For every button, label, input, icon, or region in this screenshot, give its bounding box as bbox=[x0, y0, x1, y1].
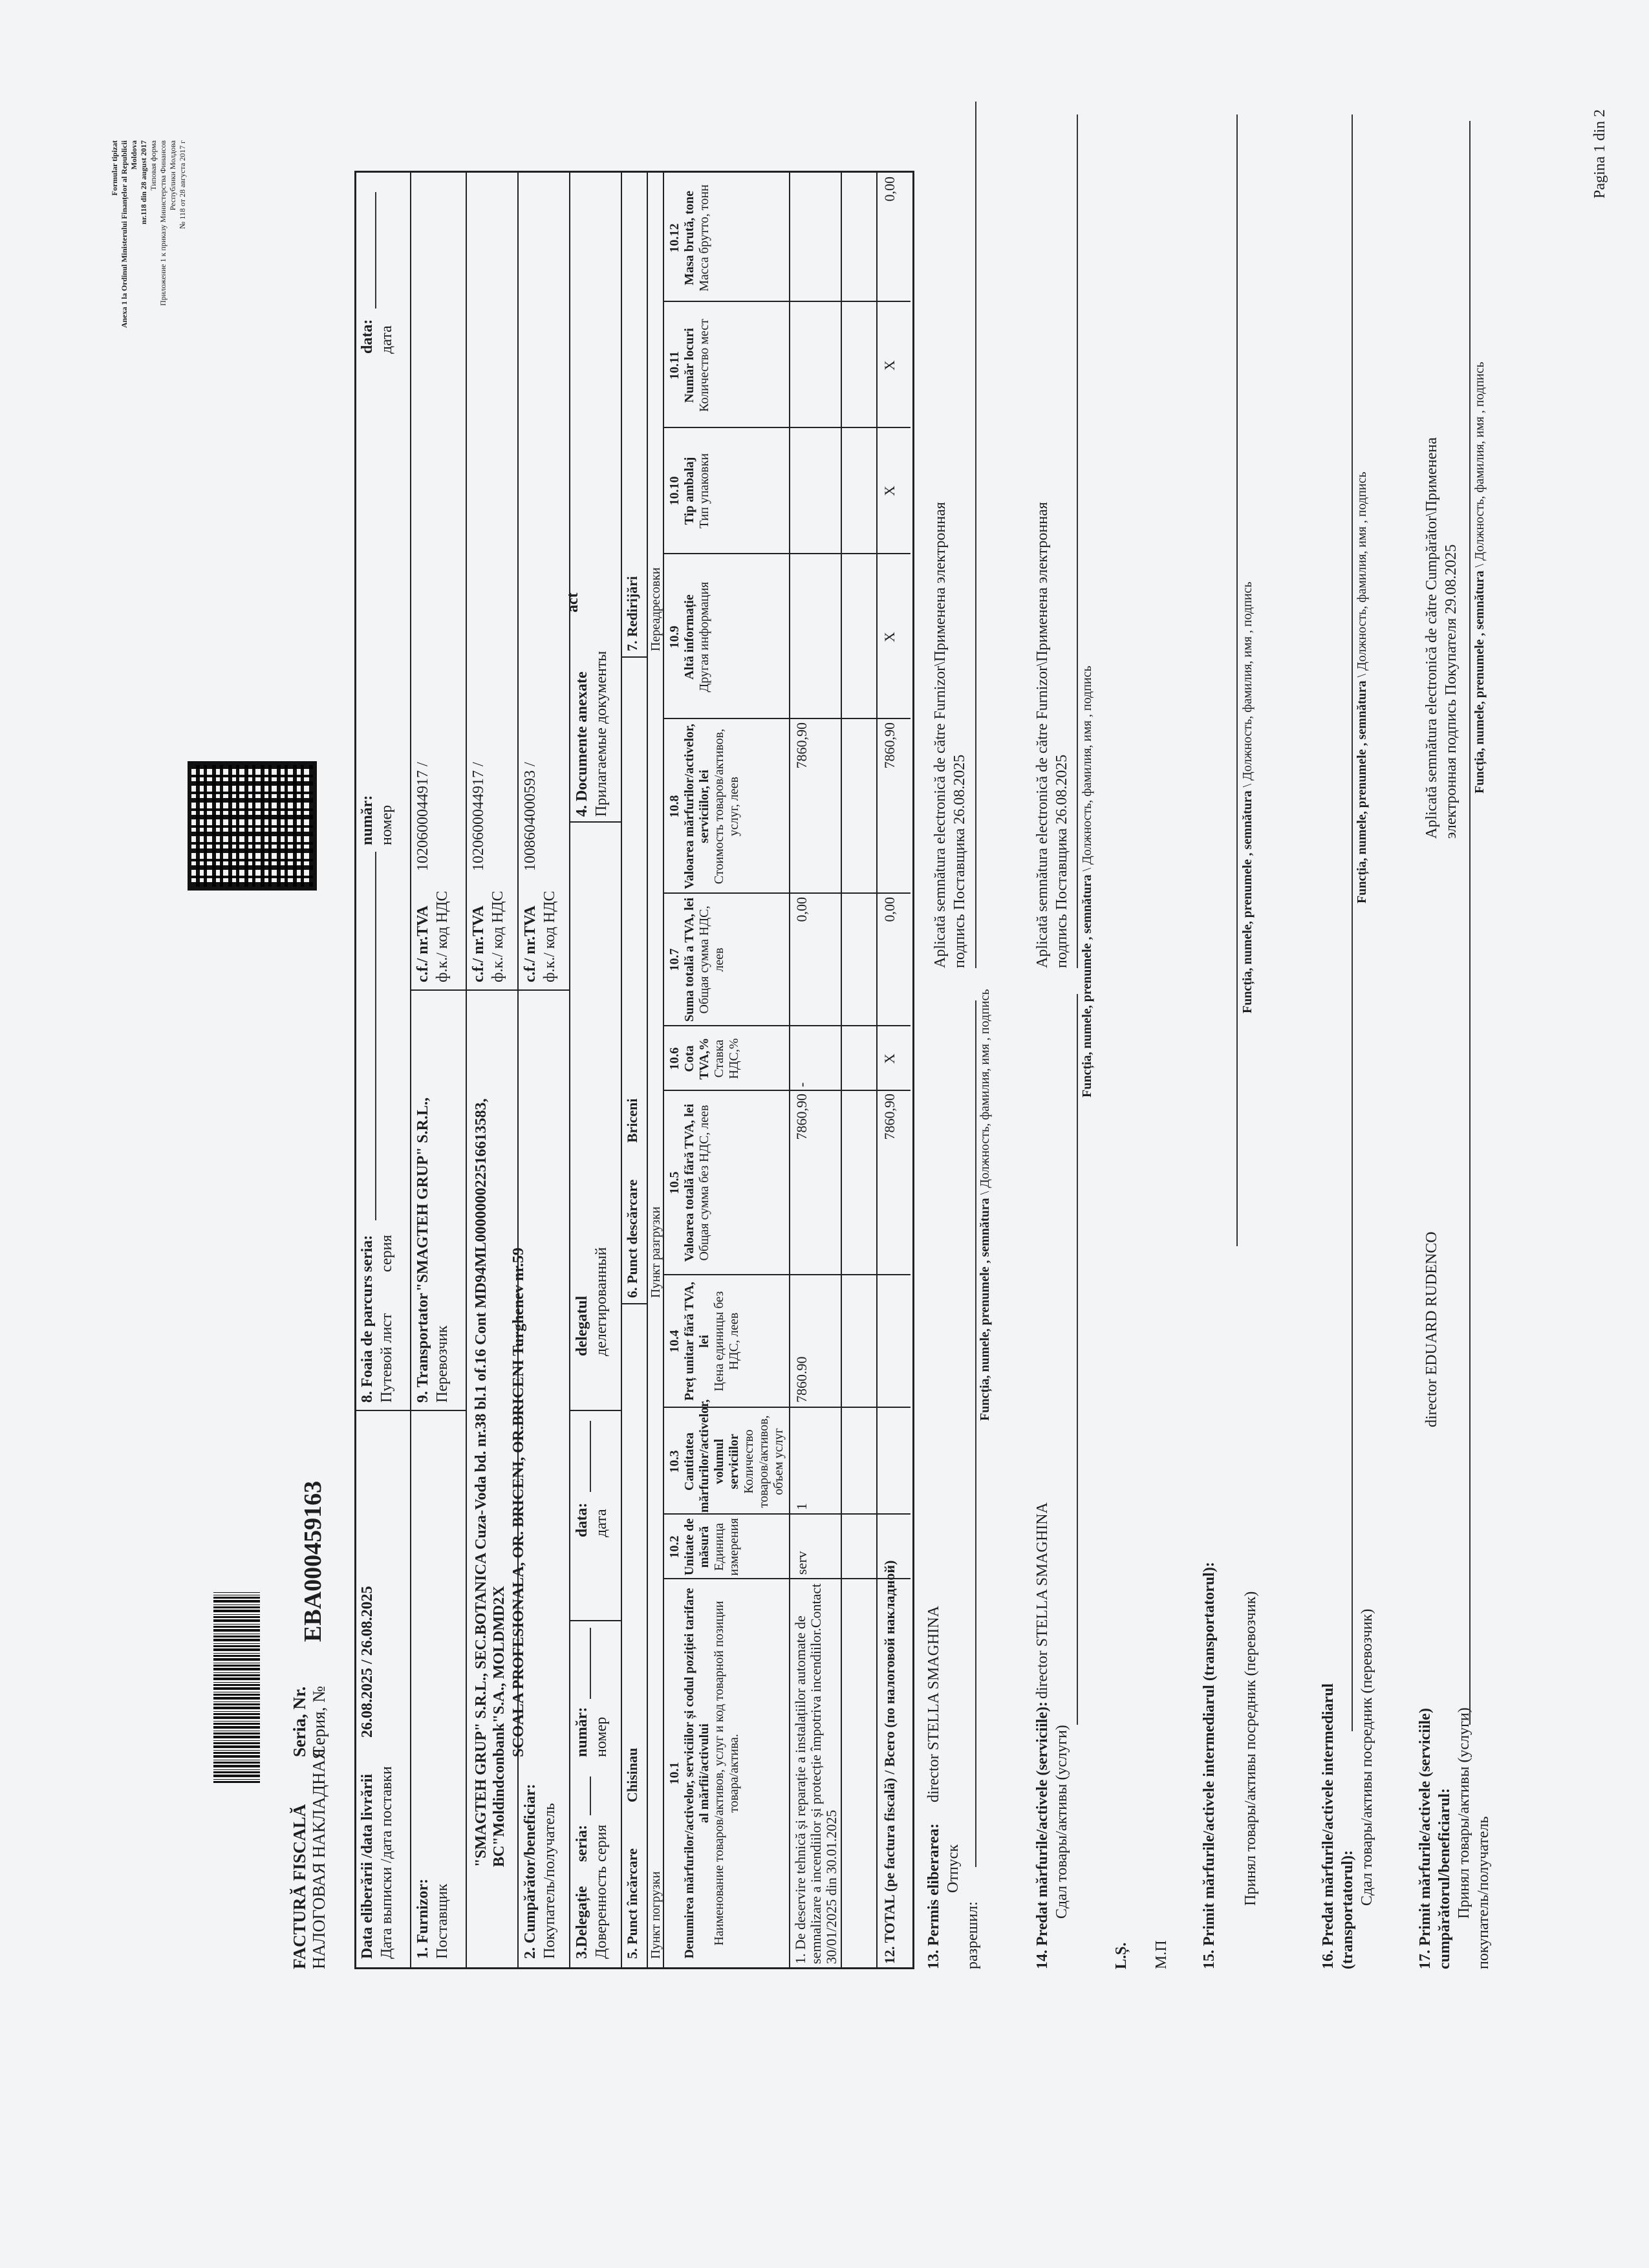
total-other: X bbox=[881, 632, 898, 642]
esig-supplier-ro: Aplicată semnătura electronică de către Furnizor\Применена электронная bbox=[932, 502, 949, 968]
s16-ru: Сдал товары/активы посредник (перевозчик) bbox=[1359, 1608, 1375, 1906]
delegation-label-ru: Доверенность bbox=[593, 1866, 610, 1959]
unloading-value: Briceni bbox=[624, 1098, 640, 1143]
s15-caption: Funcția, numele, prenumele , semnătura \ Должность, фамилия, имя , подпись bbox=[1240, 581, 1255, 1013]
supplier-label-ro: 1. Furnizor: bbox=[415, 1879, 431, 1959]
buyer-vat-label-ru: ф.к./ код НДС bbox=[541, 891, 558, 982]
data-label-ru: дата bbox=[378, 325, 395, 354]
col-header-10-9: 10.9 Altă informație Другая информация bbox=[667, 581, 711, 693]
item-unit-price: 7860.90 bbox=[793, 1356, 810, 1403]
col-header-10-4: 10.4 Preț unitar fără TVA, lei Цена единицы без НДС, леев bbox=[667, 1281, 741, 1401]
supplier-vat-value: 1020600044917 / bbox=[470, 762, 487, 871]
col-header-10-11: 10.11 Număr locuri Количество мест bbox=[667, 319, 711, 412]
delegation-data-ro: data: bbox=[574, 1502, 590, 1537]
s14-value: director STELLA SMAGHINA bbox=[1034, 1502, 1051, 1699]
col-header-10-6: 10.6 Cota TVA,% Ставка НДС,% bbox=[667, 1037, 741, 1080]
total-vat-rate: X bbox=[881, 1053, 898, 1064]
barcode bbox=[213, 1592, 260, 1783]
col-header-10-7: 10.7 Suma totală a TVA, lei Общая сумма НДС, леев bbox=[667, 897, 726, 1022]
buyer-vat-label-ro: c.f./ nr.TVA bbox=[522, 905, 539, 982]
transporter-label-ro: 9. Transportator bbox=[415, 1293, 431, 1403]
s13-value: director STELLA SMAGHINA bbox=[925, 1606, 942, 1802]
numar-label-ru: номер bbox=[378, 805, 395, 845]
waybill-label-ru: Путевой лист bbox=[378, 1313, 395, 1403]
annex-docs-value: act bbox=[565, 592, 581, 612]
delegation-seria-ro: seria: bbox=[574, 1824, 590, 1862]
col-header-10-8: 10.8 Valoarea mărfurilor/activelor, serviciilor, lei Стоимость товаров/активов, услуг, леев bbox=[667, 724, 741, 889]
supplier-vat-label-ru: ф.к./ код НДС bbox=[490, 891, 506, 982]
s13-ru-b: разрешил: bbox=[964, 1901, 981, 1969]
buyer-value: SCOALA PROFESIONALA, OR. BRICENI, OR.BRICENI Turghenev nr.59 bbox=[510, 1247, 527, 1757]
series-number: EBA000459163 bbox=[299, 1480, 327, 1642]
col-header-10-3: 10.3 Cantitatea mărfurilor/activelor, volumul serviciilor Количество товаров/активов, объем услуг bbox=[667, 1399, 786, 1513]
s17-value: director EDUARD RUDENCO bbox=[1423, 1231, 1440, 1427]
item-total-no-vat: 7860,90 bbox=[793, 1094, 810, 1140]
loading-value: Chisinau bbox=[624, 1747, 640, 1802]
date-value: 26.08.2025 / 26.08.2025 bbox=[359, 1586, 376, 1738]
buyer-label-ro: 2. Cumpărător/beneficiar: bbox=[522, 1784, 539, 1959]
annex-docs-label-ro: 4. Documente anexate bbox=[574, 671, 590, 817]
s14-caption: Funcția, numele, prenumele , semnătura \ Должность, фамилия, имя , подпись bbox=[1080, 665, 1094, 1097]
s16-label-b: (transportatorul): bbox=[1339, 1850, 1356, 1969]
series-label-ru: Серия, № bbox=[309, 1686, 329, 1757]
numar-label-ro: număr: bbox=[359, 795, 376, 845]
transporter-value: "SMAGTEH GRUP" S.R.L., bbox=[415, 1097, 431, 1291]
seria-label-ro: seria: bbox=[359, 1235, 376, 1272]
annex-block: Formular tipizat Anexa 1 la Ordinul Ministerului Finanțelor al Republicii Moldova nr.118 din 28 august 2017 Типовая форма Приложение 1 к приказу Министерства Финансов Республики Молдова № 118 от 28 августа 2017 г bbox=[110, 140, 187, 329]
delegat-ru: делегированный bbox=[593, 1247, 610, 1356]
delegation-label-ro: 3.Delegație bbox=[574, 1886, 590, 1959]
s16-caption: Funcția, numele, prenumele , semnătura \ Должность, фамилия, имя , подпись bbox=[1355, 471, 1369, 903]
col-header-10-2: 10.2 Unitate de măsură Единица измерения bbox=[667, 1518, 741, 1576]
readdress-label-ru: Переадресовки bbox=[649, 567, 663, 651]
total-packaging: X bbox=[881, 486, 898, 496]
transporter-label-ru: Перевозчик bbox=[434, 1325, 451, 1403]
seria-label-ru: серия bbox=[378, 1235, 395, 1272]
item-vat-sum: 0,00 bbox=[793, 897, 810, 922]
s17-caption: Funcția, numele, prenumele , semnătura \ Должность, фамилия, имя , подпись bbox=[1472, 362, 1487, 794]
s17-label-b: cumpărătorul/beneficiarul: bbox=[1436, 1788, 1453, 1969]
s14-ru: Сдал товары/активы (услуги) bbox=[1053, 1725, 1070, 1919]
s16-label-a: 16. Predat mărfurile/activele intermediarul bbox=[1320, 1683, 1337, 1969]
col-header-10-10: 10.10 Tip ambalaj Тип упаковки bbox=[667, 453, 711, 529]
unloading-label-ro: 6. Punct descărcare bbox=[624, 1179, 640, 1298]
waybill-label-ro: 8. Foaia de parcurs bbox=[359, 1275, 376, 1403]
delegation-data-ru: дата bbox=[593, 1509, 610, 1537]
col-header-10-5: 10.5 Valoarea totală fără TVA, lei Общая сумма без НДС, леев bbox=[667, 1103, 711, 1262]
item-description: 1. De deservire tehnică și reparație a instalațiilor automate de semnalizare a incendiilor și protecție împotriva incendiilor.Contact 30/01/2025 din 30.01.2025 bbox=[792, 1583, 839, 1964]
supplier-vat-label-ro: c.f./ nr.TVA bbox=[470, 905, 487, 982]
col-header-10-1: 10.1 Denumirea mărfurilor/activelor, serviciilor și codul poziției tarifare al mărfii/activului Наименование товаров/активов, услуг и код товарной позиции товара/актива. bbox=[667, 1588, 741, 1959]
item-total-value: 7860,90 bbox=[793, 722, 810, 769]
esig-buyer-ro: Aplicată semnătura electronică de către Cumpărător\Применена bbox=[1423, 437, 1440, 839]
series-label-ro: Seria, Nr. bbox=[290, 1686, 309, 1757]
loading-label-ro: 5. Punct încărcare bbox=[624, 1848, 640, 1959]
supplier-label-ru: Поставщик bbox=[434, 1883, 451, 1959]
s14-label: 14. Predat mărfurile/activele (serviciile): bbox=[1034, 1701, 1051, 1969]
readdress-label-ro: 7. Redirijări bbox=[624, 576, 640, 651]
s17-ru-a: Принял товары/активы (услуги) bbox=[1456, 1707, 1472, 1919]
ls-ro: L.Ș. bbox=[1113, 1942, 1130, 1969]
total-label: 12. TOTAL (pe factura fiscală) / Всего (по налоговой накладной) bbox=[881, 1560, 898, 1964]
page-number: Pagina 1 din 2 bbox=[1591, 109, 1608, 199]
ls-ru: М.П bbox=[1153, 1940, 1170, 1969]
data-label-ro: data: bbox=[359, 319, 376, 354]
total-vat-sum: 0,00 bbox=[881, 897, 898, 922]
date-label-ru: Дата выписки /дата поставки bbox=[378, 1766, 395, 1959]
total-places: X bbox=[881, 360, 898, 371]
doc-title-ro: FACTURĂ FISCALĂ bbox=[290, 1804, 309, 1969]
date-label-ro: Data eliberării /data livrării bbox=[359, 1774, 376, 1959]
loading-label-ru: Пункт погрузки bbox=[649, 1871, 663, 1959]
transporter-vat-value: 1020600044917 / bbox=[415, 762, 431, 871]
esig-supplier2-ru: подпись Поставщика 26.08.2025 bbox=[1053, 754, 1070, 968]
total-mass: 0,00 bbox=[881, 177, 898, 202]
supplier-value: "SMAGTEH GRUP" S.R.L., SEC.BOTANICA Cuza-Voda bd. nr.38 bl.1 of.16 Cont MD94ML000000022516613583, BC"Moldindconbank"S.A., MOLDMD2X bbox=[473, 1098, 508, 1867]
qr-code bbox=[188, 761, 317, 891]
col-header-10-12: 10.12 Masa brută, tone Масса брутто, тонн bbox=[667, 184, 711, 292]
item-qty: 1 bbox=[793, 1503, 810, 1510]
s13-ru-a: Отпуск bbox=[945, 1844, 962, 1893]
delegation-numar-ru: номер bbox=[593, 1716, 610, 1757]
buyer-label-ru: Покупатель/получатель bbox=[541, 1803, 558, 1959]
transporter-vat-label-ro: c.f./ nr.TVA bbox=[415, 905, 431, 982]
s17-ru-b: покупатель/получатель bbox=[1475, 1816, 1492, 1969]
s15-label: 15. Primit mărfurile/activele intermediarul (transportatorul): bbox=[1201, 1562, 1218, 1969]
total-value: 7860,90 bbox=[881, 722, 898, 769]
delegation-numar-ro: număr: bbox=[574, 1707, 590, 1757]
s13-label: 13. Permis eliberarea: bbox=[925, 1823, 942, 1969]
item-vat-rate: - bbox=[793, 1082, 810, 1087]
s15-ru: Принял товары/активы посредник (перевозчик) bbox=[1242, 1591, 1259, 1906]
total-no-vat: 7860,90 bbox=[881, 1094, 898, 1140]
delegat-ro: delegatul bbox=[574, 1295, 590, 1356]
delegation-seria-ru: серия bbox=[593, 1824, 610, 1862]
s13-caption: Funcția, numele, prenumele , semnătura \ Должность, фамилия, имя , подпись bbox=[978, 989, 992, 1421]
unloading-label-ru: Пункт разгрузки bbox=[649, 1206, 663, 1298]
esig-supplier2-ro: Aplicată semnătura electronică de către Furnizor\Применена электронная bbox=[1034, 502, 1051, 968]
s17-label-a: 17. Primit mărfurile/activele (serviciile) bbox=[1417, 1708, 1434, 1969]
doc-title-ru: НАЛОГОВАЯ НАКЛАДНАЯ bbox=[309, 1747, 329, 1969]
buyer-vat-value: 1008604000593 / bbox=[522, 762, 539, 871]
item-unit: serv bbox=[793, 1551, 810, 1575]
esig-buyer-ru: электронная подпись Покупателя 29.08.2025 bbox=[1443, 544, 1460, 839]
transporter-vat-label-ru: ф.к./ код НДС bbox=[434, 891, 451, 982]
annex-docs-label-ru: Прилагаемые документы bbox=[593, 651, 610, 817]
esig-supplier-ru: подпись Поставщика 26.08.2025 bbox=[951, 754, 968, 968]
